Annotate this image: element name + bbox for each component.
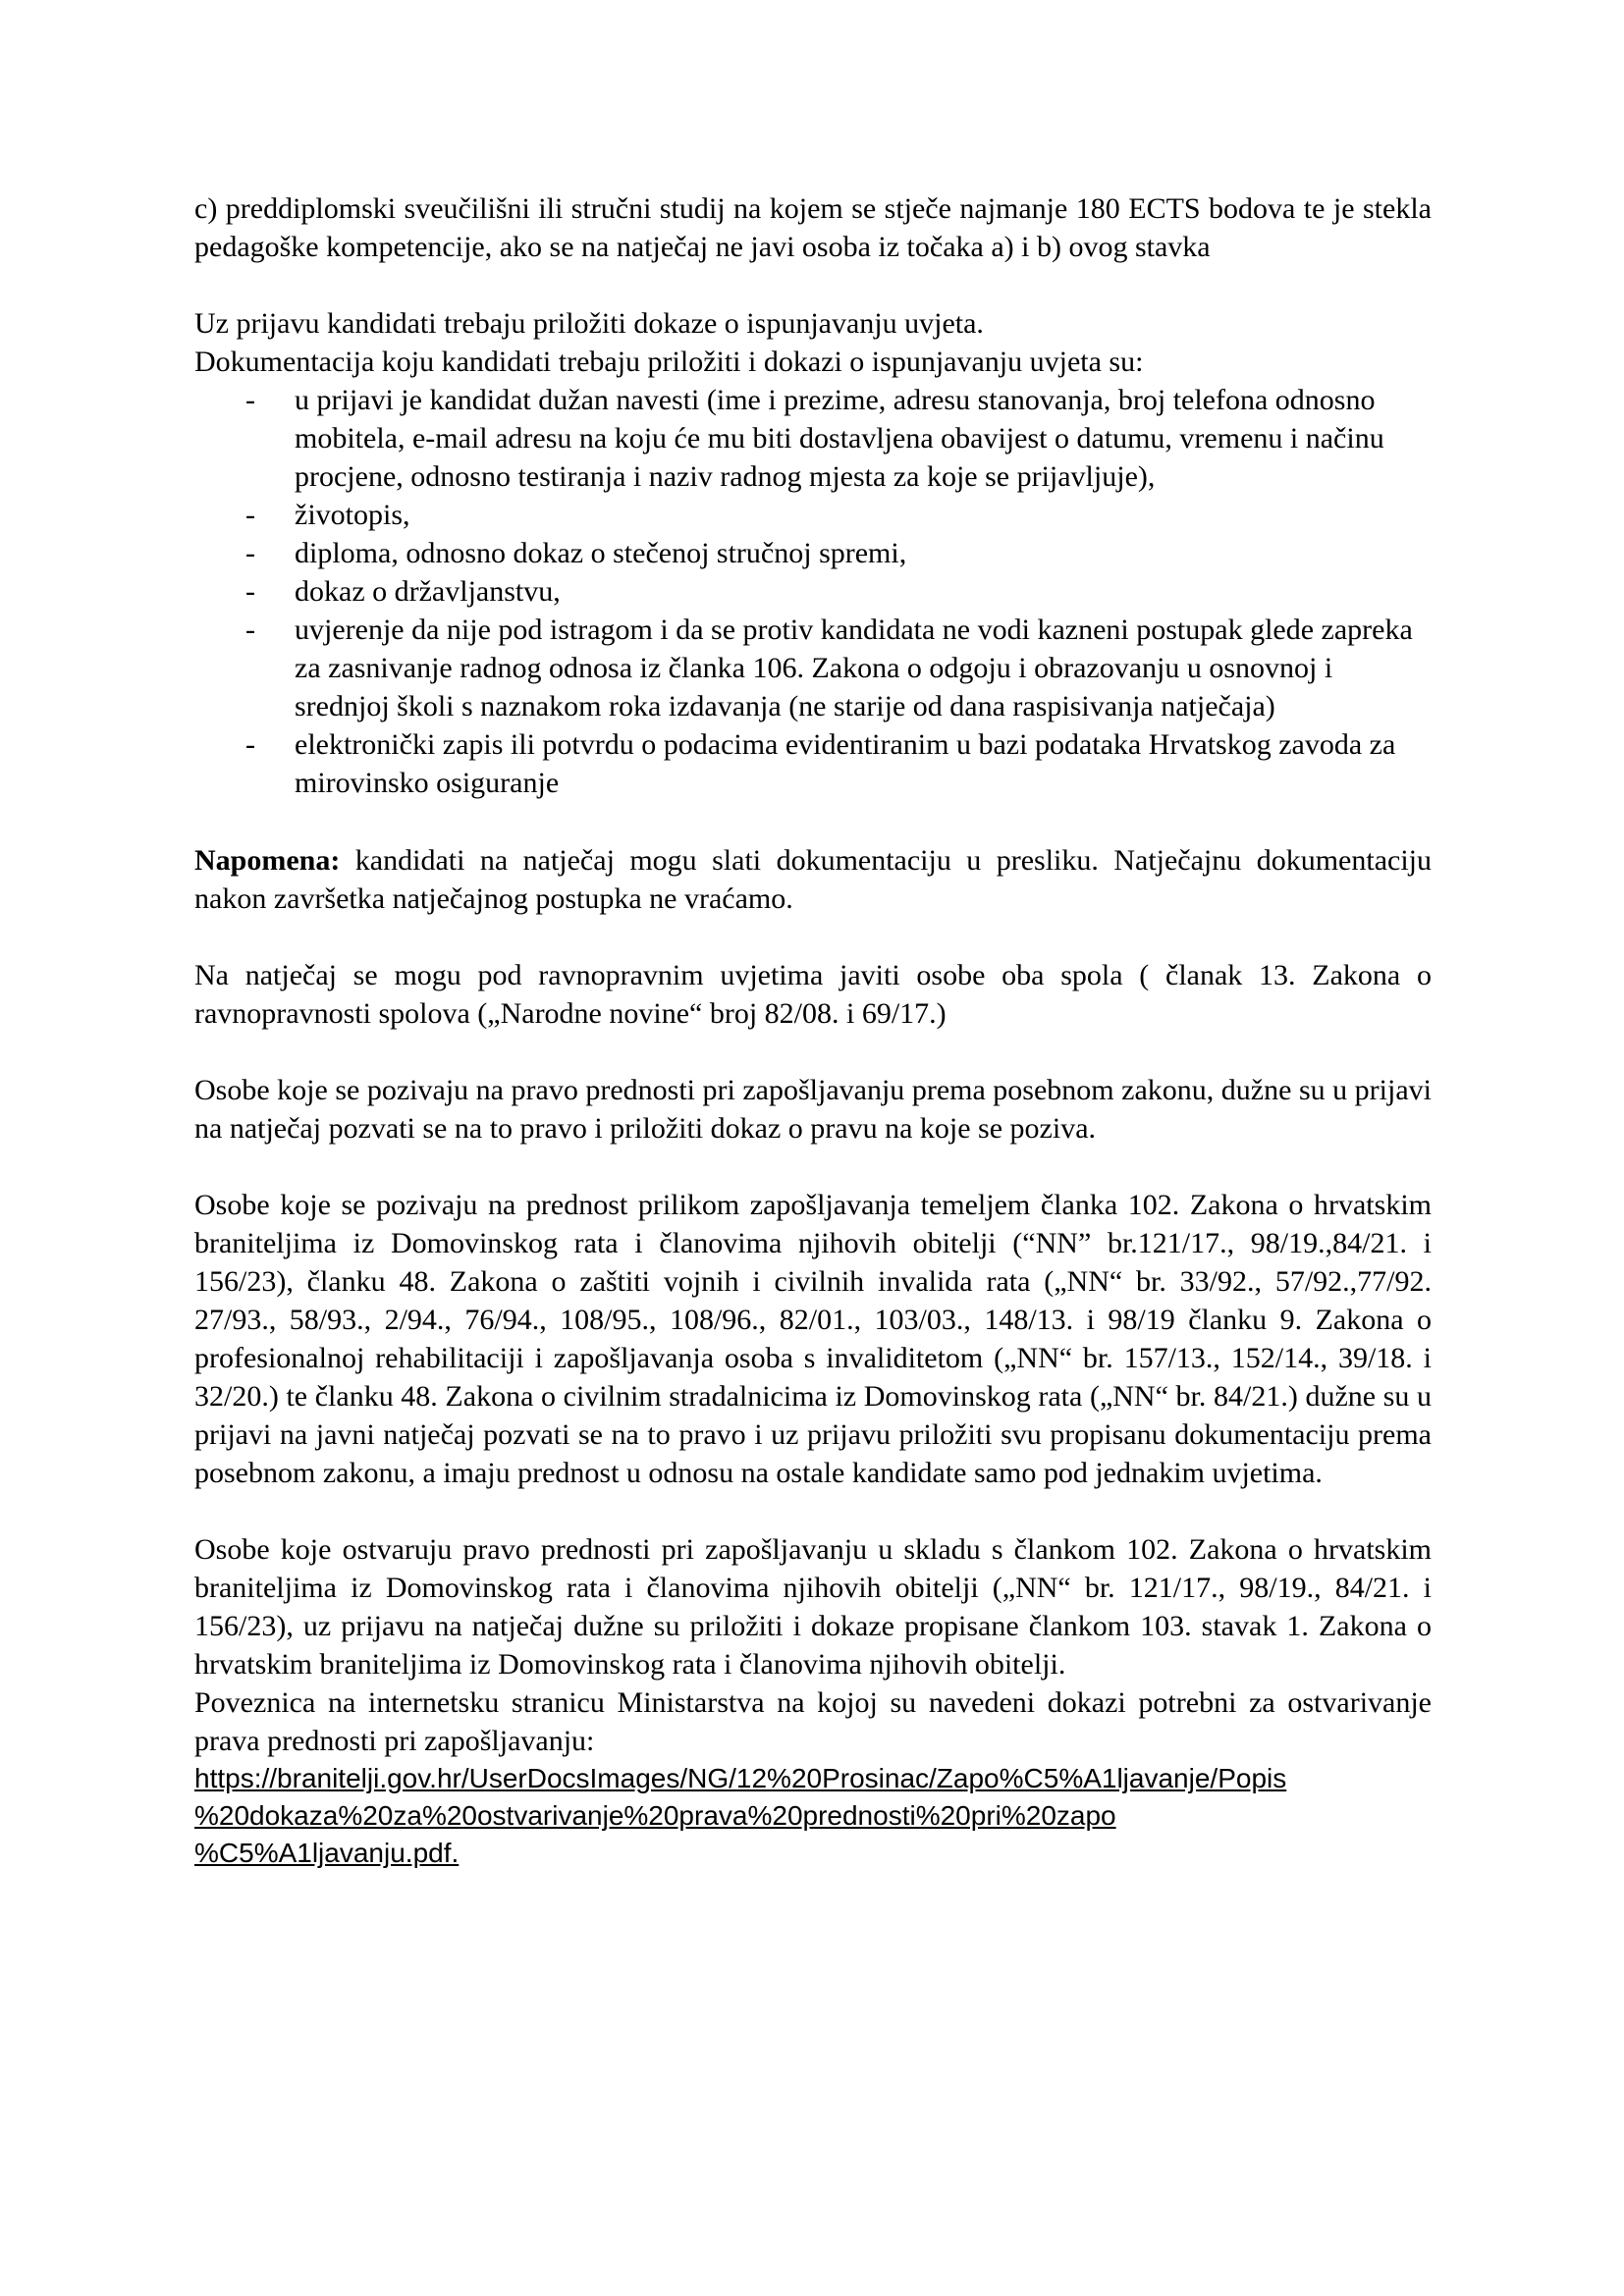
paragraph-gender-equality: Na natječaj se mogu pod ravnopravnim uvjetima javiti osobe oba spola ( članak 13. Zakona o ravnopravnosti spolova („Narodne novine“ broj 82/08. i 69/17.)	[194, 959, 1432, 1030]
paragraph-documentation-intro: Dokumentacija koju kandidati trebaju priložiti i dokazi o ispunjavanju uvjeta su:	[194, 346, 1144, 378]
list-item: - dokaz o državljanstvu,	[194, 572, 1432, 611]
list-marker: -	[245, 575, 255, 608]
list-marker: -	[245, 499, 255, 531]
paragraph-priority-veterans: Osobe koje se pozivaju na prednost prilikom zapošljavanja temeljem članka 102. Zakona o hrvatskim braniteljima iz Domovinskog rata i članovima njihovih obitelji (“NN” br.121/17., 98/19.,84/21. i 156/23), članku 48. Zakona o zaštiti vojnih i civilnih invalida rata („NN“ br. 33/92., 57/92.,77/92. 27/93., 58/93., 2/94., 76/94., 108/95., 108/96., 82/01., 103/03., 148/13. i 98/19 članku 9. Zakona o profesionalnoj rehabilitaciji i zapošljavanja osoba s invaliditetom („NN“ br. 157/13., 152/14., 39/18. i 32/20.) te članku 48. Zakona o civilnim stradalnicima iz Domovinskog rata („NN“ br. 84/21.) dužne su u prijavi na javni natječaj pozvati se na to pravo i uz prijavu priložiti svu propisanu dokumentaciju prema posebnom zakonu, a imaju prednost u odnosu na ostale kandidate samo pod jednakim uvjetima.	[194, 1189, 1432, 1489]
list-marker: -	[245, 614, 255, 646]
list-item: - elektronički zapis ili potvrdu o podacima evidentiranim u bazi podataka Hrvatskog zavoda za mirovinsko osiguranje	[194, 725, 1432, 802]
list-marker: -	[245, 728, 255, 761]
paragraph-condition-c: c) preddiplomski sveučilišni ili stručni studij na kojem se stječe najmanje 180 ECTS bodova te je stekla pedagoške kompetencije, ako se na natječaj ne javi osoba iz točaka a) i b) ovog stavka	[194, 192, 1432, 263]
list-marker: -	[245, 537, 255, 569]
paragraph-priority-evidence: Osobe koje ostvaruju pravo prednosti pri zapošljavanju u skladu s člankom 102. Zakona o hrvatskim braniteljima iz Domovinskog rata i članovima njihovih obitelji („NN“ br. 121/17., 98/19., 84/21. i 156/23), uz prijavu na natječaj dužne su priložiti i dokaze propisane člankom 103. stavak 1. Zakona o hrvatskim braniteljima iz Domovinskog rata i članovima njihovih obitelji.	[194, 1533, 1432, 1681]
note-label: Napomena:	[194, 844, 341, 877]
ministry-link-line[interactable]: https://branitelji.gov.hr/UserDocsImages/NG/12%20Prosinac/Zapo%C5%A1ljavanje/Popis	[194, 1763, 1287, 1793]
ministry-link-line[interactable]: %C5%A1ljavanju.pdf.	[194, 1838, 460, 1868]
list-item: - životopis,	[194, 496, 1432, 534]
paragraph-note	[194, 841, 1432, 918]
list-item: - uvjerenje da nije pod istragom i da se protiv kandidata ne vodi kazneni postupak glede zapreka za zasnivanje radnog odnosa iz članka 106. Zakona o odgoju i obrazovanju u osnovnoj i srednjoj školi s naznakom roka izdavanja (ne starije od dana raspisivanja natječaja)	[194, 611, 1432, 725]
note-text: kandidati na natječaj mogu slati dokumentaciju u presliku. Natječajnu dokumentaciju nakon završetka natječajnog postupka ne vraćamo.	[194, 844, 1432, 915]
list-item: - diploma, odnosno dokaz o stečenoj stručnoj spremi,	[194, 534, 1432, 572]
ministry-link[interactable]	[194, 1760, 1432, 1872]
list-marker: -	[245, 384, 255, 416]
paragraph-priority-right: Osobe koje se pozivaju na pravo prednosti pri zapošljavanju prema posebnom zakonu, dužne su u prijavi na natječaj pozvati se na to pravo i priložiti dokaz o pravu na koje se poziva.	[194, 1074, 1432, 1145]
documentation-list	[194, 381, 1432, 802]
list-item: - u prijavi je kandidat dužan navesti (ime i prezime, adresu stanovanja, broj telefona odnosno mobitela, e-mail adresu na koju će mu biti dostavljena obavijest o datumu, vremenu i načinu procjene, odnosno testiranja i naziv radnog mjesta za koje se prijavljuje),	[194, 381, 1432, 496]
paragraph-attach-proof: Uz prijavu kandidati trebaju priložiti dokaze o ispunjavanju uvjeta.	[194, 307, 984, 340]
ministry-link-line[interactable]: %20dokaza%20za%20ostvarivanje%20prava%20prednosti%20pri%20zapo	[194, 1800, 1116, 1831]
paragraph-link-intro: Poveznica na internetsku stranicu Ministarstva na kojoj su navedeni dokazi potrebni za ostvarivanje prava prednosti pri zapošljavanju:	[194, 1686, 1432, 1757]
